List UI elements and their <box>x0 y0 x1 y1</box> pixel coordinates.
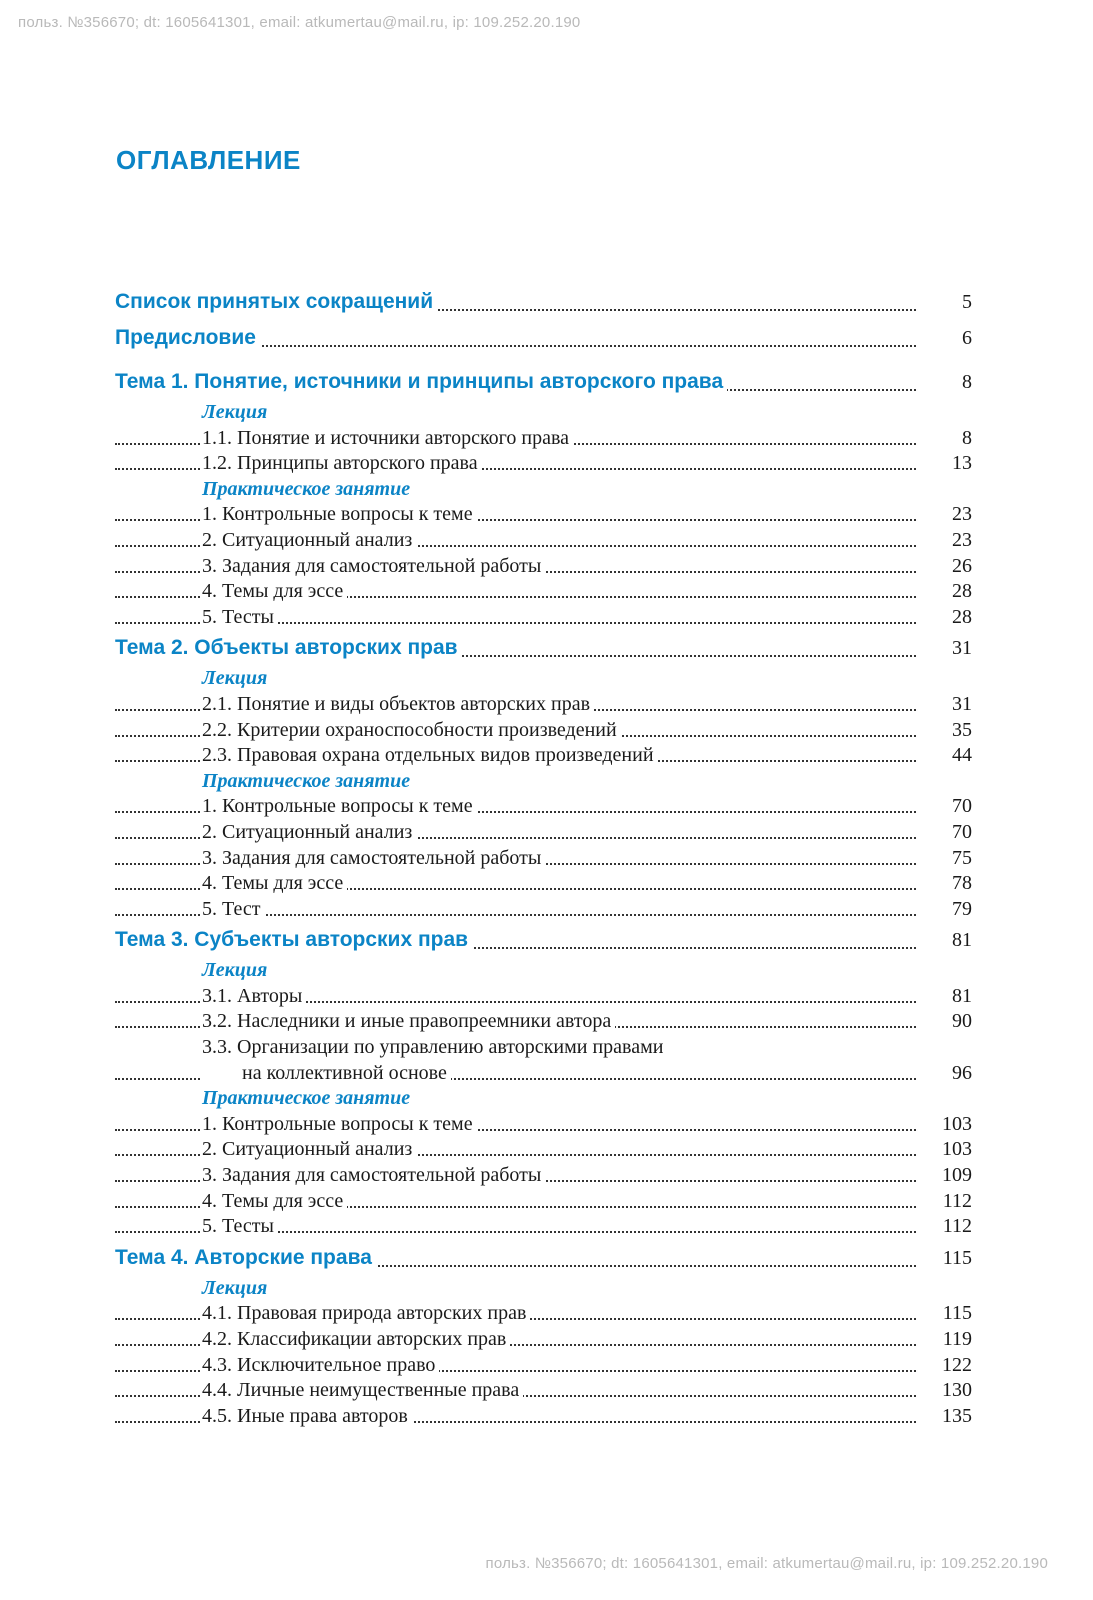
toc-entry-label: 2.2. Критерии охраноспособности произведений <box>202 718 621 744</box>
toc-entry[interactable] <box>115 1214 972 1240</box>
toc-page-number: 28 <box>952 580 972 603</box>
toc-page-number: 44 <box>952 744 972 767</box>
toc-entry-label: 2. Ситуационный анализ <box>202 1137 416 1163</box>
toc-page-number: 23 <box>952 528 972 551</box>
toc-entry[interactable] <box>115 528 972 554</box>
toc-entry[interactable] <box>115 579 972 605</box>
toc-entry-label: 5. Тест <box>202 897 264 923</box>
toc-entry[interactable] <box>115 718 972 744</box>
toc-entry[interactable] <box>115 1163 972 1189</box>
toc-page-number: 6 <box>962 327 972 349</box>
toc-page-number: 23 <box>952 503 972 526</box>
toc-entry-label: 5. Тесты <box>202 605 278 631</box>
toc-lecture-heading: Лекция <box>202 959 268 982</box>
toc-lecture-heading: Лекция <box>202 401 268 423</box>
toc-page-number: 81 <box>952 984 972 1007</box>
toc-page-number: 70 <box>952 820 972 843</box>
toc-page-number: 115 <box>942 1246 972 1269</box>
table-of-contents <box>115 284 972 1429</box>
toc-page-number: 13 <box>952 452 972 475</box>
toc-entry[interactable] <box>115 743 972 769</box>
toc-entry[interactable] <box>115 1378 972 1404</box>
toc-page-number: 103 <box>942 1112 972 1135</box>
toc-entry[interactable] <box>115 1301 972 1327</box>
toc-page-number: 31 <box>952 637 972 660</box>
toc-page-number: 78 <box>952 872 972 895</box>
toc-entry-label: 4.5. Иные права авторов <box>202 1404 412 1430</box>
toc-entry-label: 1. Контрольные вопросы к теме <box>202 1112 477 1138</box>
toc-practice-heading: Практическое занятие <box>202 769 411 792</box>
toc-page-number: 8 <box>962 371 972 393</box>
toc-page-number: 79 <box>952 897 972 920</box>
toc-page-number: 109 <box>942 1164 972 1187</box>
toc-entry-label: 3. Задания для самостоятельной работы <box>202 554 545 580</box>
toc-page-number: 70 <box>952 795 972 818</box>
toc-section-label: Список принятых сокращений <box>115 284 437 320</box>
toc-lecture-heading: Лекция <box>202 667 268 690</box>
toc-entry-label: 1. Контрольные вопросы к теме <box>202 502 477 528</box>
toc-topic-3[interactable] <box>115 922 972 958</box>
toc-topic-label: Тема 3. Субъекты авторских прав <box>115 922 472 958</box>
toc-entry[interactable] <box>115 1061 972 1087</box>
toc-entry-label: 3.1. Авторы <box>202 984 306 1010</box>
toc-page-number: 103 <box>942 1138 972 1161</box>
toc-entry-label: 4. Темы для эссе <box>202 1189 347 1215</box>
toc-section-abbreviations[interactable] <box>115 284 972 320</box>
toc-entry-label: 1.1. Понятие и источники авторского права <box>202 426 573 452</box>
toc-entry-label: 4. Темы для эссе <box>202 871 347 897</box>
toc-entry[interactable] <box>115 1404 972 1430</box>
toc-entry[interactable] <box>115 605 972 631</box>
toc-topic-1[interactable] <box>115 364 972 400</box>
toc-entry[interactable] <box>115 794 972 820</box>
toc-entry[interactable] <box>115 451 972 477</box>
toc-page-number: 8 <box>962 426 972 449</box>
toc-entry[interactable] <box>115 692 972 718</box>
toc-topic-2[interactable] <box>115 630 972 666</box>
toc-page-number: 135 <box>942 1404 972 1427</box>
toc-practice-heading: Практическое занятие <box>202 1087 411 1110</box>
toc-page-number: 96 <box>952 1061 972 1084</box>
toc-practice-heading: Практическое занятие <box>202 477 411 500</box>
toc-entry-label: 4.2. Классификации авторских прав <box>202 1327 510 1353</box>
toc-entry[interactable] <box>115 1112 972 1138</box>
toc-entry[interactable] <box>115 554 972 580</box>
toc-entry[interactable] <box>115 984 972 1010</box>
watermark-top: польз. №356670; dt: 1605641301, email: atkumertau@mail.ru, ip: 109.252.20.190 <box>18 14 581 31</box>
toc-page-number: 35 <box>952 718 972 741</box>
toc-topic-label: Тема 1. Понятие, источники и принципы авторского права <box>115 364 727 400</box>
toc-entry-label: 1. Контрольные вопросы к теме <box>202 794 477 820</box>
toc-entry[interactable] <box>115 871 972 897</box>
toc-entry-label: 2. Ситуационный анализ <box>202 528 416 554</box>
toc-entry-label: 2.3. Правовая охрана отдельных видов произведений <box>202 743 658 769</box>
toc-entry-label: 2.1. Понятие и виды объектов авторских прав <box>202 692 594 718</box>
toc-topic-label: Тема 4. Авторские права <box>115 1240 376 1276</box>
toc-entry[interactable] <box>115 1353 972 1379</box>
toc-page-number: 90 <box>952 1010 972 1033</box>
toc-entry[interactable] <box>115 426 972 452</box>
toc-entry-label: 3. Задания для самостоятельной работы <box>202 1163 545 1189</box>
toc-entry[interactable] <box>115 897 972 923</box>
toc-page-number: 115 <box>942 1302 972 1325</box>
toc-page-number: 28 <box>952 605 972 628</box>
toc-lecture-heading: Лекция <box>202 1276 268 1299</box>
toc-page-number: 112 <box>942 1215 972 1238</box>
toc-page-number: 122 <box>942 1353 972 1376</box>
toc-entry[interactable] <box>115 846 972 872</box>
toc-entry[interactable] <box>115 1009 972 1035</box>
toc-entry[interactable] <box>115 1137 972 1163</box>
toc-entry-label: 3.2. Наследники и иные правопреемники автора <box>202 1009 615 1035</box>
toc-section-preface[interactable] <box>115 320 972 356</box>
toc-entry[interactable] <box>115 820 972 846</box>
toc-entry-label: 4. Темы для эссе <box>202 579 347 605</box>
toc-page-number: 130 <box>942 1379 972 1402</box>
toc-entry-label: 5. Тесты <box>202 1214 278 1240</box>
toc-topic-label: Тема 2. Объекты авторских прав <box>115 630 462 666</box>
toc-entry-label: 4.1. Правовая природа авторских прав <box>202 1301 530 1327</box>
toc-page-number: 75 <box>952 846 972 869</box>
toc-entry-label-line2: на коллективной основе <box>202 1061 451 1087</box>
toc-page-number: 5 <box>962 291 972 313</box>
page-title: ОГЛАВЛЕНИЕ <box>116 145 301 175</box>
toc-entry-label: 2. Ситуационный анализ <box>202 820 416 846</box>
toc-entry-label: 1.2. Принципы авторского права <box>202 451 482 477</box>
toc-entry-label: 4.3. Исключительное право <box>202 1353 439 1379</box>
toc-entry-label-line1[interactable]: 3.3. Организации по управлению авторскими правами <box>202 1036 664 1059</box>
toc-entry-label: 4.4. Личные неимущественные права <box>202 1378 523 1404</box>
toc-entry[interactable] <box>115 502 972 528</box>
watermark-bottom: польз. №356670; dt: 1605641301, email: atkumertau@mail.ru, ip: 109.252.20.190 <box>485 1555 1048 1572</box>
toc-page-number: 31 <box>952 692 972 715</box>
toc-section-label: Предисловие <box>115 320 260 356</box>
toc-entry[interactable] <box>115 1189 972 1215</box>
toc-page-number: 119 <box>942 1328 972 1350</box>
toc-page-number: 112 <box>942 1189 972 1212</box>
toc-page-number: 26 <box>952 554 972 577</box>
toc-entry[interactable] <box>115 1327 972 1353</box>
toc-page-number: 81 <box>952 929 972 952</box>
toc-topic-4[interactable] <box>115 1240 972 1276</box>
toc-entry-label: 3. Задания для самостоятельной работы <box>202 846 545 872</box>
